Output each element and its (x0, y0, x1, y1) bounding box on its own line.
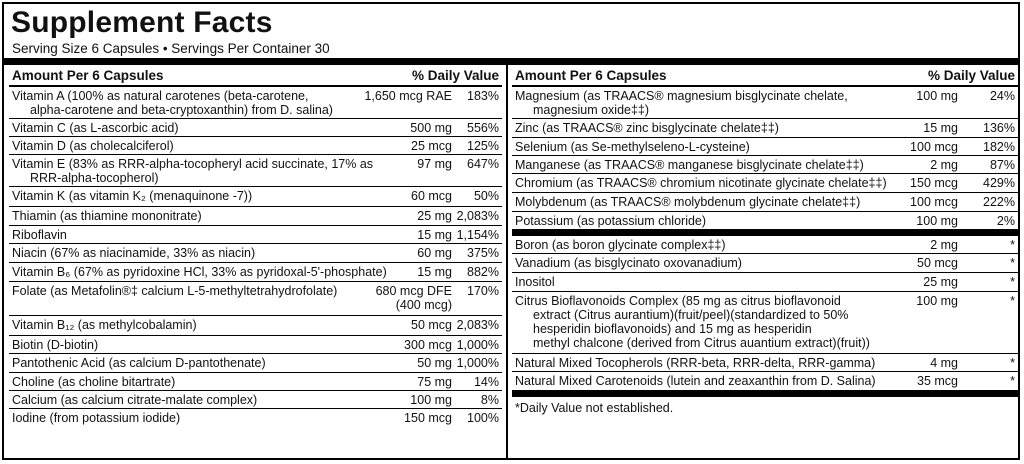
nutrient-name (515, 121, 779, 135)
nutrient-amount (322, 209, 452, 223)
nutrient-daily-value: 24% (989, 89, 1015, 103)
nutrient-daily-value: 375% (467, 246, 499, 260)
nutrient-amount (838, 140, 958, 154)
nutrient-name (12, 139, 174, 153)
nutrient-name-line: Molybdenum (as TRAACS® molybdenum glycinate chelate‡‡) (515, 195, 861, 209)
left-column (9, 65, 502, 428)
nutrient-row (512, 236, 1018, 254)
nutrient-daily-value: 87% (989, 158, 1015, 172)
nutrient-name (515, 275, 555, 289)
nutrient-amount (838, 89, 958, 103)
amount-line: 100 mg (410, 393, 452, 407)
nutrient-amount (838, 294, 958, 308)
dv-header: % Daily Value (927, 68, 1015, 83)
nutrient-name (12, 318, 197, 332)
amount-line: 100 mg (916, 214, 958, 228)
amount-line: 50 mcg (411, 318, 452, 332)
nutrient-name-line: Riboflavin (12, 228, 67, 242)
nutrient-amount (322, 189, 452, 203)
amount-line: 100 mg (916, 294, 958, 308)
nutrient-name-line: Vanadium (as bisglycinato oxovanadium) (515, 256, 742, 270)
nutrient-name-line: Iodine (from potassium iodide) (12, 411, 181, 425)
footnote: *Daily Value not established. (515, 401, 674, 415)
nutrient-amount (322, 356, 452, 370)
nutrient-name (12, 411, 180, 425)
nutrient-amount (838, 195, 958, 209)
nutrient-daily-value: 1,154% (456, 228, 499, 242)
nutrient-name-line: extract (Citrus aurantium)(fruit/peel)(standardized to 50% (533, 308, 849, 322)
nutrient-name-line: Citrus Bioflavonoids Complex (85 mg as citrus bioflavonoid (515, 294, 841, 308)
nutrient-name (12, 209, 202, 223)
nutrient-name-line: Potassium (as potassium chloride) (515, 214, 707, 228)
nutrient-amount (322, 89, 452, 103)
nutrient-name-line: Zinc (as TRAACS® zinc bisglycinate chelate‡‡) (515, 121, 779, 135)
nutrient-amount (838, 356, 958, 370)
amount-line: 25 mg (923, 275, 958, 289)
nutrient-name (12, 89, 333, 117)
right-column (512, 65, 1018, 415)
nutrient-daily-value: * (1010, 275, 1015, 289)
nutrient-amount (322, 121, 452, 135)
nutrient-name (12, 284, 337, 298)
amount-line: 100 mg (916, 89, 958, 103)
nutrient-row (9, 391, 502, 409)
nutrient-amount (322, 265, 452, 279)
nutrient-name-line: alpha-carotene and beta-cryptoxanthin) from D. salina) (30, 103, 333, 117)
nutrient-amount (838, 238, 958, 252)
nutrient-daily-value: 125% (467, 139, 499, 153)
amount-line: 100 mcg (910, 140, 958, 154)
left-header (9, 65, 502, 87)
amount-line: 50 mcg (917, 256, 958, 270)
amount-line: 75 mg (417, 375, 452, 389)
nutrient-amount (322, 338, 452, 352)
nutrient-name-line: Niacin (67% as niacinamide, 33% as niacin) (12, 246, 256, 260)
nutrient-row (9, 226, 502, 244)
nutrient-row (512, 292, 1018, 354)
amount-line: 35 mcg (917, 374, 958, 388)
nutrient-amount (838, 158, 958, 172)
nutrient-name-line: Biotin (D-biotin) (12, 338, 99, 352)
nutrient-row (9, 137, 502, 155)
amount-line: 25 mg (417, 209, 452, 223)
nutrient-name-line: Inositol (515, 275, 555, 289)
nutrient-name (515, 294, 870, 350)
nutrient-name-line: Manganese (as TRAACS® manganese bisglycinate chelate‡‡) (515, 158, 864, 172)
nutrient-name-line: Vitamin B₆ (67% as pyridoxine HCl, 33% as pyridoxal-5'-phosphate) (12, 265, 387, 279)
nutrient-name-line: Vitamin E (83% as RRR-alpha-tocopheryl acid succinate, 17% as (12, 157, 374, 171)
amount-line: 25 mcg (411, 139, 452, 153)
nutrient-name-line: Thiamin (as thiamine mononitrate) (12, 209, 202, 223)
nutrient-name-line: Natural Mixed Tocopherols (RRR-beta, RRR-delta, RRR-gamma) (515, 356, 876, 370)
amount-line: 60 mcg (411, 189, 452, 203)
amount-line: 50 mg (417, 356, 452, 370)
nutrient-amount (322, 157, 452, 171)
nutrient-row (512, 372, 1018, 397)
amount-line: 97 mg (417, 157, 452, 171)
nutrient-daily-value: 556% (467, 121, 499, 135)
nutrient-daily-value: 222% (983, 195, 1015, 209)
nutrient-daily-value: 182% (983, 140, 1015, 154)
nutrient-daily-value: 2,083% (456, 209, 499, 223)
nutrient-name-line: Vitamin A (100% as natural carotenes (beta-carotene, (12, 89, 309, 103)
nutrient-name (515, 374, 876, 388)
nutrient-row (512, 193, 1018, 212)
nutrient-name (515, 176, 887, 190)
nutrient-name-line: Calcium (as calcium citrate-malate complex) (12, 393, 258, 407)
nutrient-daily-value: 2% (996, 214, 1015, 228)
amount-line: 300 mcg (404, 338, 452, 352)
nutrient-row (9, 155, 502, 187)
nutrient-daily-value: * (1010, 294, 1015, 308)
nutrient-row (512, 119, 1018, 138)
nutrient-daily-value: 647% (467, 157, 499, 171)
panel-title: Supplement Facts (11, 6, 273, 39)
nutrient-row (9, 119, 502, 137)
nutrient-amount (838, 214, 958, 228)
supplement-facts-panel (2, 2, 1020, 460)
nutrient-amount (322, 411, 452, 425)
serving-info: Serving Size 6 Capsules • Servings Per Container 30 (12, 41, 330, 56)
nutrient-row (9, 282, 502, 316)
nutrient-name-line: Boron (as boron glycinate complex‡‡) (515, 238, 726, 252)
nutrient-row (9, 373, 502, 391)
nutrient-daily-value: 183% (467, 89, 499, 103)
nutrient-amount (322, 375, 452, 389)
nutrient-name-line: methyl chalcone (derived from Citrus auantium extract)(fruit)) (533, 336, 870, 350)
nutrient-row (512, 156, 1018, 174)
nutrient-row (512, 254, 1018, 273)
nutrient-row (512, 273, 1018, 292)
column-divider (506, 65, 508, 458)
nutrient-row (9, 244, 502, 263)
nutrient-amount (322, 393, 452, 407)
dv-header: % Daily Value (411, 68, 499, 83)
nutrient-name-line: Folate (as Metafolin®‡ calcium L-5-methyltetrahydrofolate) (12, 284, 338, 298)
nutrient-amount (322, 139, 452, 153)
right-header (512, 65, 1018, 87)
amount-line: 150 mcg (910, 176, 958, 190)
nutrient-daily-value: 1,000% (456, 356, 499, 370)
nutrient-row (9, 187, 502, 207)
nutrient-name (515, 256, 742, 270)
nutrient-daily-value: 170% (467, 284, 499, 298)
nutrient-row (9, 207, 502, 226)
nutrient-daily-value: 429% (983, 176, 1015, 190)
nutrient-daily-value: * (1010, 356, 1015, 370)
nutrient-name (12, 228, 67, 242)
nutrient-amount (322, 318, 452, 332)
nutrient-name (515, 89, 848, 117)
nutrient-row (9, 354, 502, 373)
amount-header: Amount Per 6 Capsules (515, 68, 667, 83)
nutrient-row (9, 316, 502, 336)
nutrient-name (515, 158, 864, 172)
nutrient-name (12, 375, 175, 389)
nutrient-amount (838, 374, 958, 388)
amount-line: 500 mg (410, 121, 452, 135)
amount-line: 150 mcg (404, 411, 452, 425)
nutrient-name-line: Vitamin K (as vitamin K₂ (menaquinone -7)) (12, 189, 253, 203)
nutrient-name-line: RRR-alpha-tocopherol) (30, 171, 159, 185)
nutrient-daily-value: 14% (473, 375, 499, 389)
nutrient-row (9, 336, 502, 354)
top-divider (4, 58, 1018, 65)
amount-line: (400 mcg) (395, 298, 452, 312)
nutrient-row (512, 212, 1018, 236)
nutrient-name (12, 189, 252, 203)
nutrient-amount (838, 275, 958, 289)
amount-line: 2 mg (930, 158, 958, 172)
amount-line: 1,650 mcg RAE (364, 89, 452, 103)
amount-line: 100 mcg (910, 195, 958, 209)
nutrient-daily-value: 100% (467, 411, 499, 425)
nutrient-daily-value: 8% (480, 393, 499, 407)
nutrient-daily-value: 50% (473, 189, 499, 203)
nutrient-amount (322, 228, 452, 242)
nutrient-name (12, 356, 266, 370)
nutrient-amount (322, 284, 452, 312)
nutrient-amount (838, 256, 958, 270)
nutrient-name-line: Chromium (as TRAACS® chromium nicotinate glycinate chelate‡‡) (515, 176, 887, 190)
nutrient-daily-value: * (1010, 256, 1015, 270)
nutrient-amount (322, 246, 452, 260)
nutrient-name-line: Selenium (as Se-methylseleno-L-cysteine) (515, 140, 750, 154)
amount-line: 2 mg (930, 238, 958, 252)
nutrient-row (9, 409, 502, 428)
nutrient-name-line: hesperidin bioflavonoids) and 15 mg as hesperidin (533, 322, 812, 336)
nutrient-name (12, 246, 255, 260)
nutrient-row (512, 354, 1018, 372)
nutrient-name (12, 157, 373, 185)
nutrient-name-line: Magnesium (as TRAACS® magnesium bisglycinate chelate, (515, 89, 848, 103)
nutrient-name-line: Choline (as choline bitartrate) (12, 375, 176, 389)
nutrient-name-line: Vitamin C (as L-ascorbic acid) (12, 121, 179, 135)
nutrient-name (515, 214, 706, 228)
amount-header: Amount Per 6 Capsules (12, 68, 164, 83)
nutrient-row (512, 138, 1018, 156)
nutrient-name-line: Vitamin D (as cholecalciferol) (12, 139, 174, 153)
nutrient-daily-value: * (1010, 374, 1015, 388)
amount-line: 15 mg (417, 228, 452, 242)
nutrient-name (515, 140, 750, 154)
amount-line: 680 mcg DFE (375, 284, 452, 298)
amount-line: 60 mg (417, 246, 452, 260)
amount-line: 15 mg (417, 265, 452, 279)
nutrient-daily-value: 136% (983, 121, 1015, 135)
amount-line: 15 mg (923, 121, 958, 135)
nutrient-name (12, 338, 98, 352)
nutrient-name-line: Vitamin B₁₂ (as methylcobalamin) (12, 318, 197, 332)
nutrient-name (515, 356, 875, 370)
amount-line: 4 mg (930, 356, 958, 370)
nutrient-name (515, 238, 726, 252)
nutrient-daily-value: 2,083% (456, 318, 499, 332)
nutrient-row (9, 87, 502, 119)
nutrient-row (512, 87, 1018, 119)
nutrient-row (9, 263, 502, 282)
nutrient-daily-value: * (1010, 238, 1015, 252)
nutrient-name (12, 393, 257, 407)
nutrient-name-line: Pantothenic Acid (as calcium D-pantothenate) (12, 356, 266, 370)
nutrient-name-line: Natural Mixed Carotenoids (lutein and zeaxanthin from D. Salina) (515, 374, 876, 388)
nutrient-name (515, 195, 860, 209)
nutrient-row (512, 174, 1018, 193)
nutrient-name (12, 121, 179, 135)
nutrient-amount (838, 176, 958, 190)
nutrient-amount (838, 121, 958, 135)
nutrient-name-line: magnesium oxide‡‡) (533, 103, 650, 117)
nutrient-daily-value: 1,000% (456, 338, 499, 352)
nutrient-daily-value: 882% (467, 265, 499, 279)
